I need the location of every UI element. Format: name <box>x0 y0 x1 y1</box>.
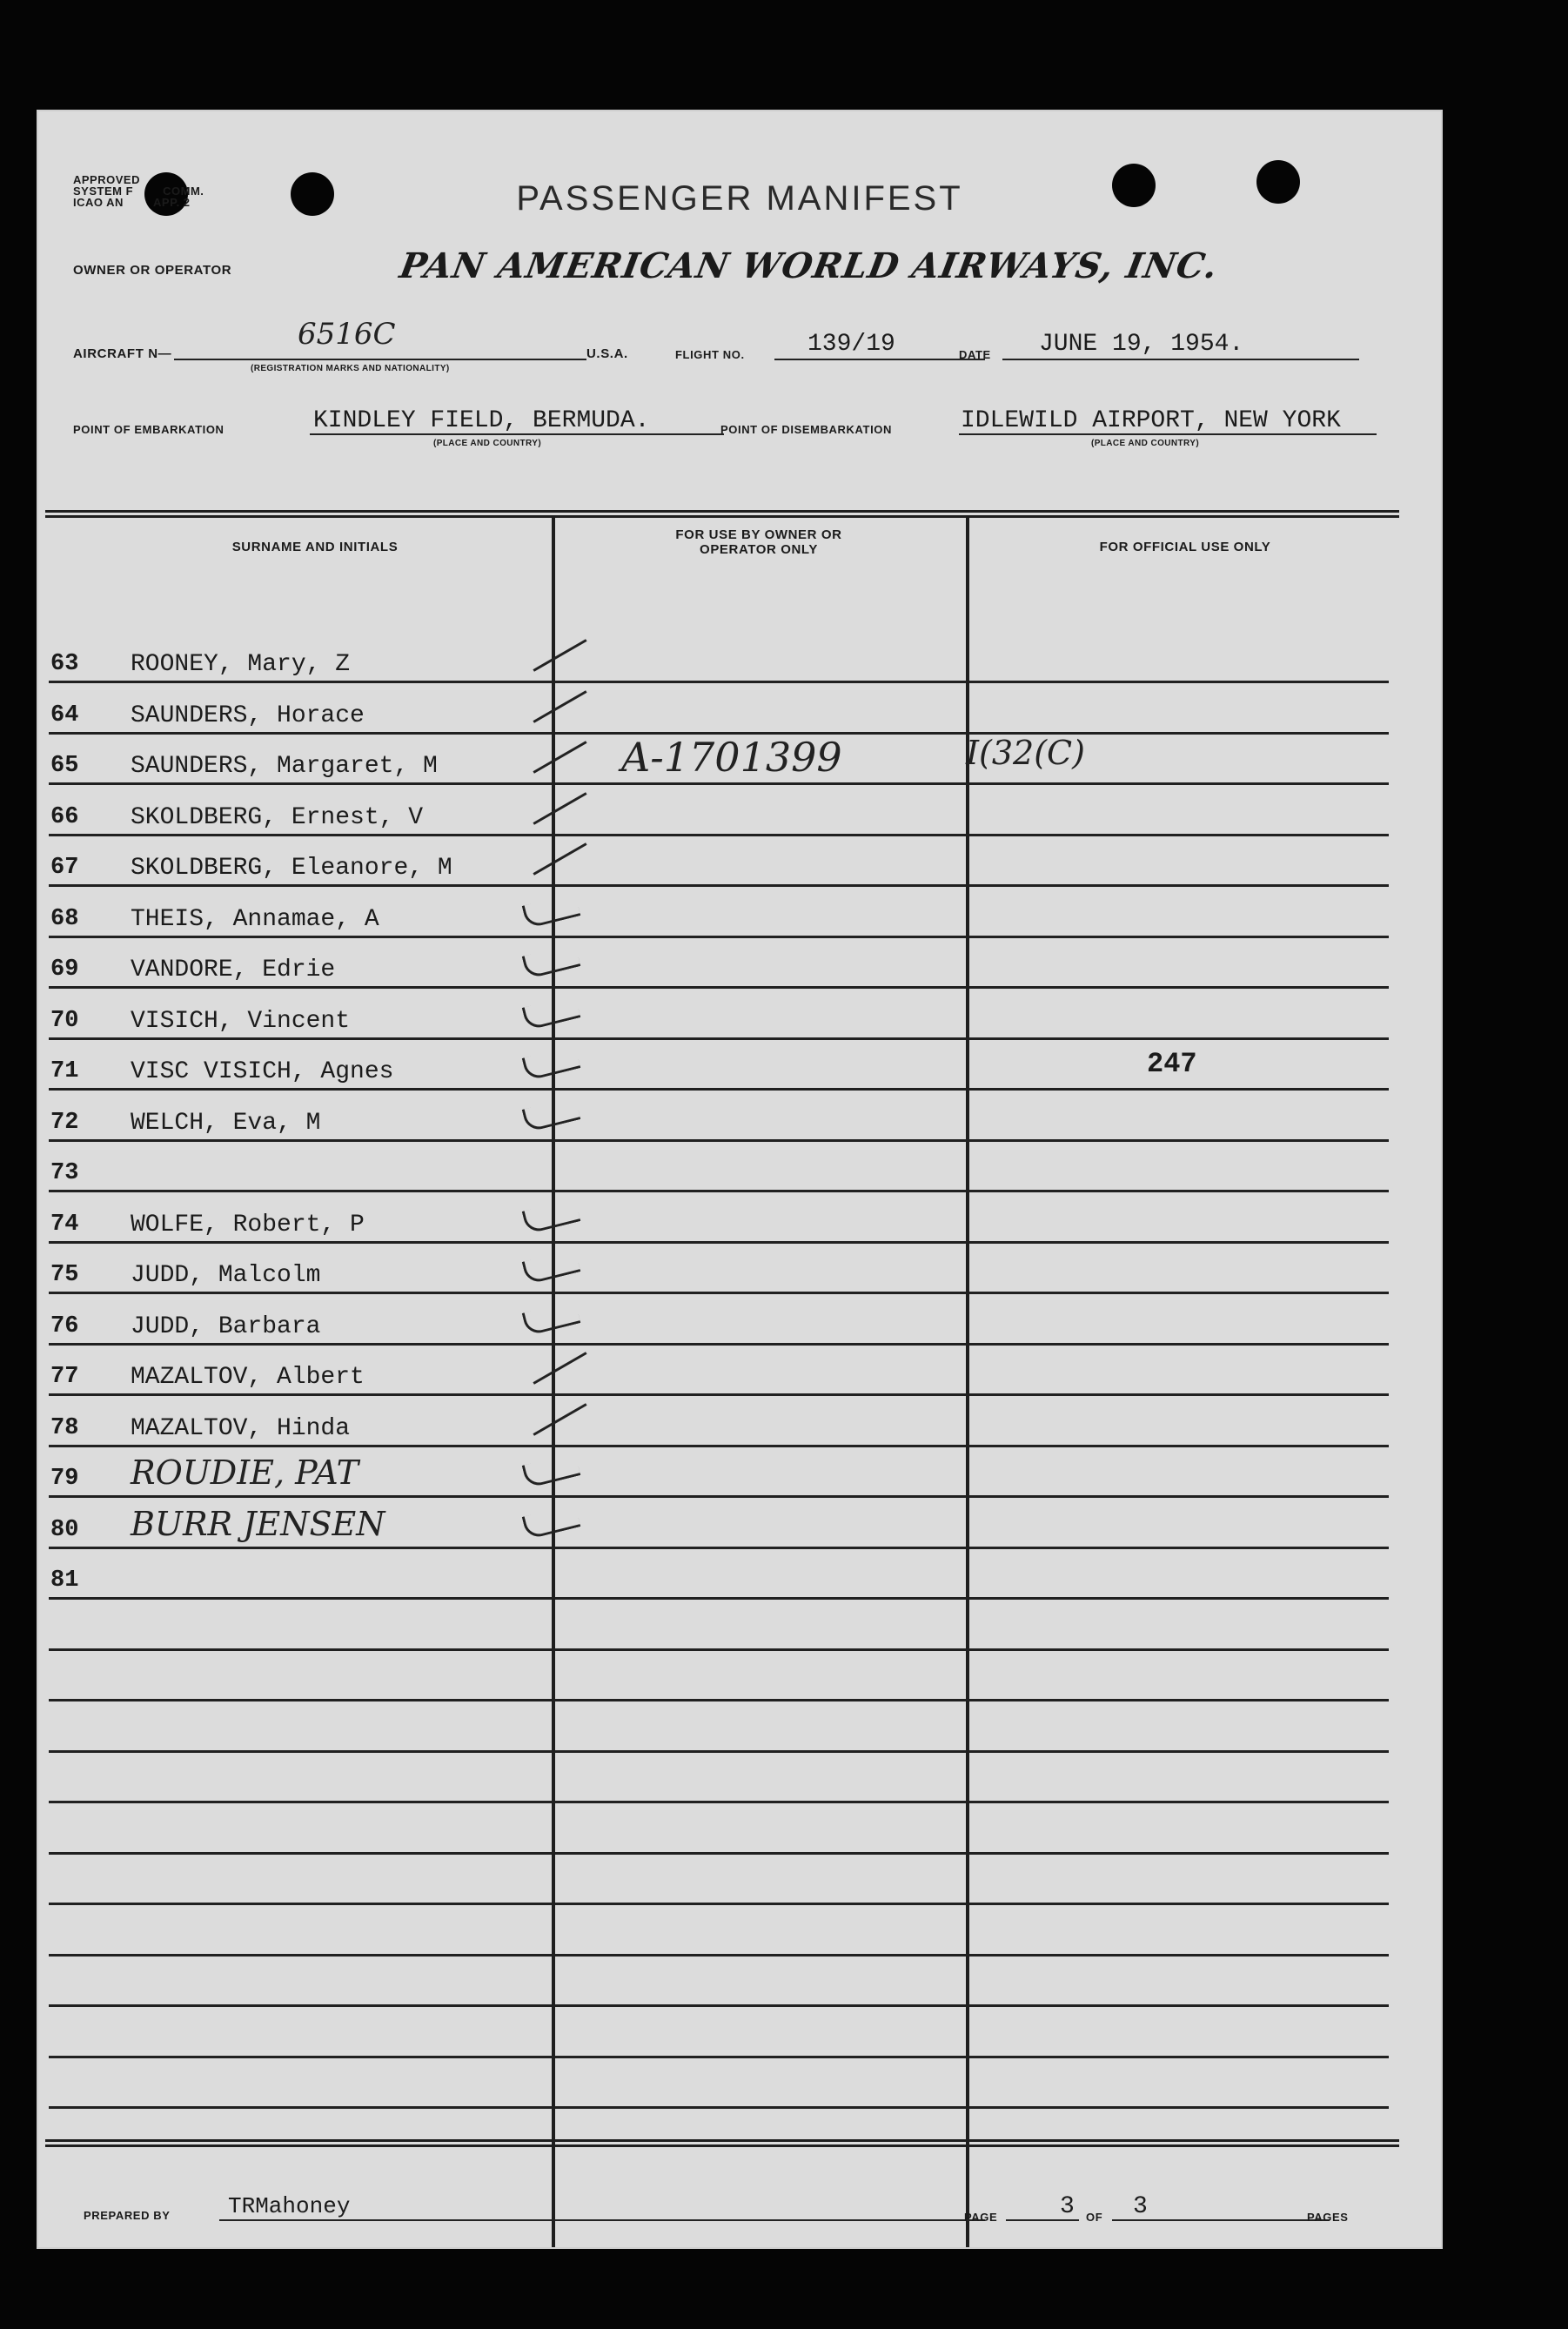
row-rule <box>49 986 1389 989</box>
passenger-name: WOLFE, Robert, P <box>131 1211 365 1238</box>
table-bottom-rule <box>45 2139 1399 2142</box>
approved-line: APPROVED <box>73 173 140 186</box>
row-rule <box>49 1241 1389 1244</box>
page-value: 3 <box>1060 2193 1075 2220</box>
row-rule <box>49 1597 1389 1600</box>
date-label: DATE <box>959 348 991 361</box>
row-rule <box>49 1801 1389 1803</box>
owner-header: FOR USE BY OWNER OR OPERATOR ONLY <box>675 527 842 557</box>
prepared-value: TRMahoney <box>228 2193 351 2219</box>
aircraft-value: 6516C <box>298 317 396 352</box>
row-number: 73 <box>50 1160 79 1186</box>
passenger-name: MAZALTOV, Albert <box>131 1364 365 1391</box>
row-rule <box>49 1445 1389 1447</box>
owner-note: A-1701399 <box>621 734 842 781</box>
row-number: 75 <box>50 1262 79 1288</box>
form-title: PASSENGER MANIFEST <box>516 179 963 218</box>
passenger-name: THEIS, Annamae, A <box>131 905 379 933</box>
date-value: JUNE 19, 1954. <box>1039 331 1244 358</box>
row-number: 64 <box>50 701 79 728</box>
official-note: 247 <box>1147 1048 1197 1080</box>
row-rule <box>49 1088 1389 1091</box>
prepared-line <box>219 2219 985 2221</box>
pages-label: PAGES <box>1307 2211 1349 2224</box>
row-number: 71 <box>50 1058 79 1084</box>
row-rule <box>49 1852 1389 1855</box>
owner-label: OWNER OR OPERATOR <box>73 263 232 278</box>
row-rule <box>49 2056 1389 2058</box>
passenger-name: VISC VISICH, Agnes <box>131 1058 394 1085</box>
row-number: 79 <box>50 1466 79 1492</box>
row-number: 76 <box>50 1312 79 1339</box>
row-number: 70 <box>50 1007 79 1034</box>
official-header: FOR OFFICIAL USE ONLY <box>1099 540 1271 554</box>
tick-stroke <box>533 741 586 774</box>
manifest-form <box>37 110 1443 2249</box>
approved-line: ICAO AN <box>73 196 124 209</box>
row-number: 63 <box>50 651 79 677</box>
row-number: 78 <box>50 1414 79 1441</box>
row-number: 68 <box>50 905 79 932</box>
row-number: 77 <box>50 1364 79 1390</box>
row-rule <box>49 1139 1389 1142</box>
row-rule <box>49 834 1389 836</box>
column-divider <box>552 517 555 2247</box>
passenger-name: JUDD, Malcolm <box>131 1262 321 1289</box>
row-number: 65 <box>50 753 79 779</box>
tick-stroke <box>533 792 586 825</box>
date-line <box>1002 359 1359 360</box>
flight-label: FLIGHT NO. <box>675 348 745 361</box>
embark-sub: (PLACE AND COUNTRY) <box>433 439 542 448</box>
row-rule <box>49 1292 1389 1294</box>
passenger-name: VISICH, Vincent <box>131 1007 351 1035</box>
disembark-label: POINT OF DISEMBARKATION <box>720 423 892 436</box>
row-rule <box>49 1648 1389 1651</box>
tick-stroke <box>533 1352 586 1385</box>
embark-value: KINDLEY FIELD, BERMUDA. <box>313 407 650 434</box>
tick-stroke <box>533 690 586 723</box>
passenger-name: VANDORE, Edrie <box>131 956 336 983</box>
official-note: I(32(C) <box>966 734 1085 772</box>
tick-stroke <box>533 639 586 672</box>
approved-line: SYSTEM F <box>73 185 134 198</box>
of-value: 3 <box>1133 2193 1148 2220</box>
row-rule <box>49 2106 1389 2109</box>
of-label: OF <box>1086 2211 1103 2224</box>
row-rule <box>49 1495 1389 1498</box>
aircraft-line <box>174 359 586 360</box>
row-rule <box>49 1190 1389 1192</box>
tick-stroke <box>533 842 586 876</box>
passenger-name: SAUNDERS, Margaret, M <box>131 753 438 780</box>
row-rule <box>49 936 1389 938</box>
approved-line: COMM. <box>163 185 204 198</box>
passenger-name: SAUNDERS, Horace <box>131 701 365 729</box>
passenger-name: SKOLDBERG, Ernest, V <box>131 803 424 831</box>
surname-header: SURNAME AND INITIALS <box>231 540 399 554</box>
row-rule <box>49 1343 1389 1346</box>
row-number: 74 <box>50 1211 79 1238</box>
row-number: 80 <box>50 1516 79 1543</box>
row-rule <box>49 1393 1389 1396</box>
prepared-label: PREPARED BY <box>84 2209 171 2222</box>
row-rule <box>49 884 1389 887</box>
row-rule <box>49 782 1389 785</box>
page-label: PAGE <box>964 2211 998 2224</box>
passenger-name: ROUDIE, PAT <box>131 1453 358 1492</box>
aircraft-label: AIRCRAFT N— <box>73 346 172 361</box>
disembark-sub: (PLACE AND COUNTRY) <box>1091 439 1200 448</box>
row-number: 69 <box>50 956 79 983</box>
passenger-name: ROONEY, Mary, Z <box>131 651 351 678</box>
row-number: 66 <box>50 803 79 830</box>
row-rule <box>49 1037 1389 1040</box>
table-bottom-rule <box>45 2144 1399 2147</box>
row-rule <box>49 1903 1389 1905</box>
row-rule <box>49 1954 1389 1956</box>
usa-label: U.S.A. <box>586 346 628 361</box>
row-rule <box>49 681 1389 683</box>
column-divider <box>966 517 969 2247</box>
approved-line: APP. 2 <box>153 196 191 209</box>
tick-stroke <box>533 1403 586 1436</box>
row-rule <box>49 1547 1389 1549</box>
row-number: 81 <box>50 1567 79 1594</box>
disembark-value: IDLEWILD AIRPORT, NEW YORK <box>961 407 1341 434</box>
passenger-name: SKOLDBERG, Eleanore, M <box>131 855 452 882</box>
flight-line <box>774 359 985 360</box>
aircraft-sub: (REGISTRATION MARKS AND NATIONALITY) <box>251 364 450 373</box>
row-rule <box>49 2004 1389 2007</box>
passenger-name: BURR JENSEN <box>131 1504 385 1543</box>
airline-name: PAN AMERICAN WORLD AIRWAYS, INC. <box>396 245 1222 286</box>
passenger-name: MAZALTOV, Hinda <box>131 1414 351 1442</box>
row-rule <box>49 1699 1389 1701</box>
passenger-name: JUDD, Barbara <box>131 1312 321 1340</box>
passenger-name: WELCH, Eva, M <box>131 1109 321 1137</box>
row-number: 72 <box>50 1109 79 1136</box>
flight-value: 139/19 <box>807 331 895 358</box>
embark-label: POINT OF EMBARKATION <box>73 423 224 436</box>
table-top-rule <box>45 515 1399 518</box>
row-number: 67 <box>50 855 79 881</box>
row-rule <box>49 1750 1389 1753</box>
table-top-rule <box>45 510 1399 513</box>
